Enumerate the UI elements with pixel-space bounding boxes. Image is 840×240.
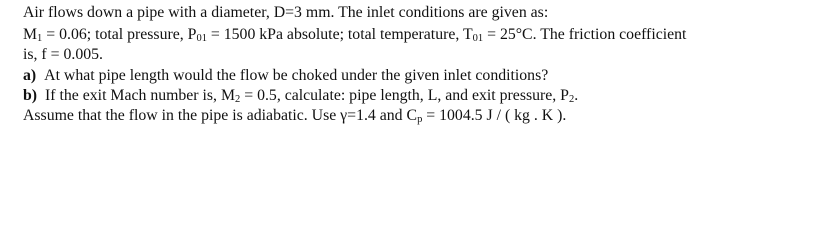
inlet-conditions-line: [23, 25, 686, 44]
exit-pressure-subscript: 2: [568, 94, 575, 105]
cp-subscript: p: [417, 114, 423, 125]
part-a-label: a): [23, 67, 37, 84]
part-b-pre-text: If the exit Mach number is, M: [45, 87, 236, 104]
mach-subscript: 1: [37, 33, 43, 44]
pressure-and-temperature-text: = 1500 kPa absolute; total temperature, T: [206, 26, 473, 43]
part-a: [23, 66, 548, 85]
exit-mach-subscript: 2: [235, 94, 241, 105]
assumption-line: [23, 106, 566, 125]
part-b: [23, 86, 578, 105]
mach-and-pressure-text: = 0.06; total pressure, P: [42, 26, 197, 43]
friction-line: is, f = 0.005.: [23, 46, 103, 63]
intro-line: Air flows down a pipe with a diameter, D=3 mm. The inlet conditions are given as:: [23, 4, 549, 21]
part-b-post-text: .: [574, 87, 579, 104]
part-b-mid-text: = 0.5, calculate: pipe length, L, and exit pressure, P: [240, 87, 569, 104]
part-b-label: b): [23, 87, 38, 104]
temperature-subscript: 01: [472, 33, 484, 44]
mach-symbol: M: [23, 26, 38, 43]
temperature-and-friction-text: = 25°C. The friction coefficient: [483, 26, 687, 43]
part-a-text: At what pipe length would the flow be choked under the given inlet conditions?: [44, 67, 549, 84]
assumption-pre-text: Assume that the flow in the pipe is adiabatic. Use γ=1.4 and C: [23, 107, 418, 124]
assumption-post-text: = 1004.5 J / ( kg . K ).: [422, 107, 567, 124]
pressure-subscript: 01: [196, 33, 207, 44]
